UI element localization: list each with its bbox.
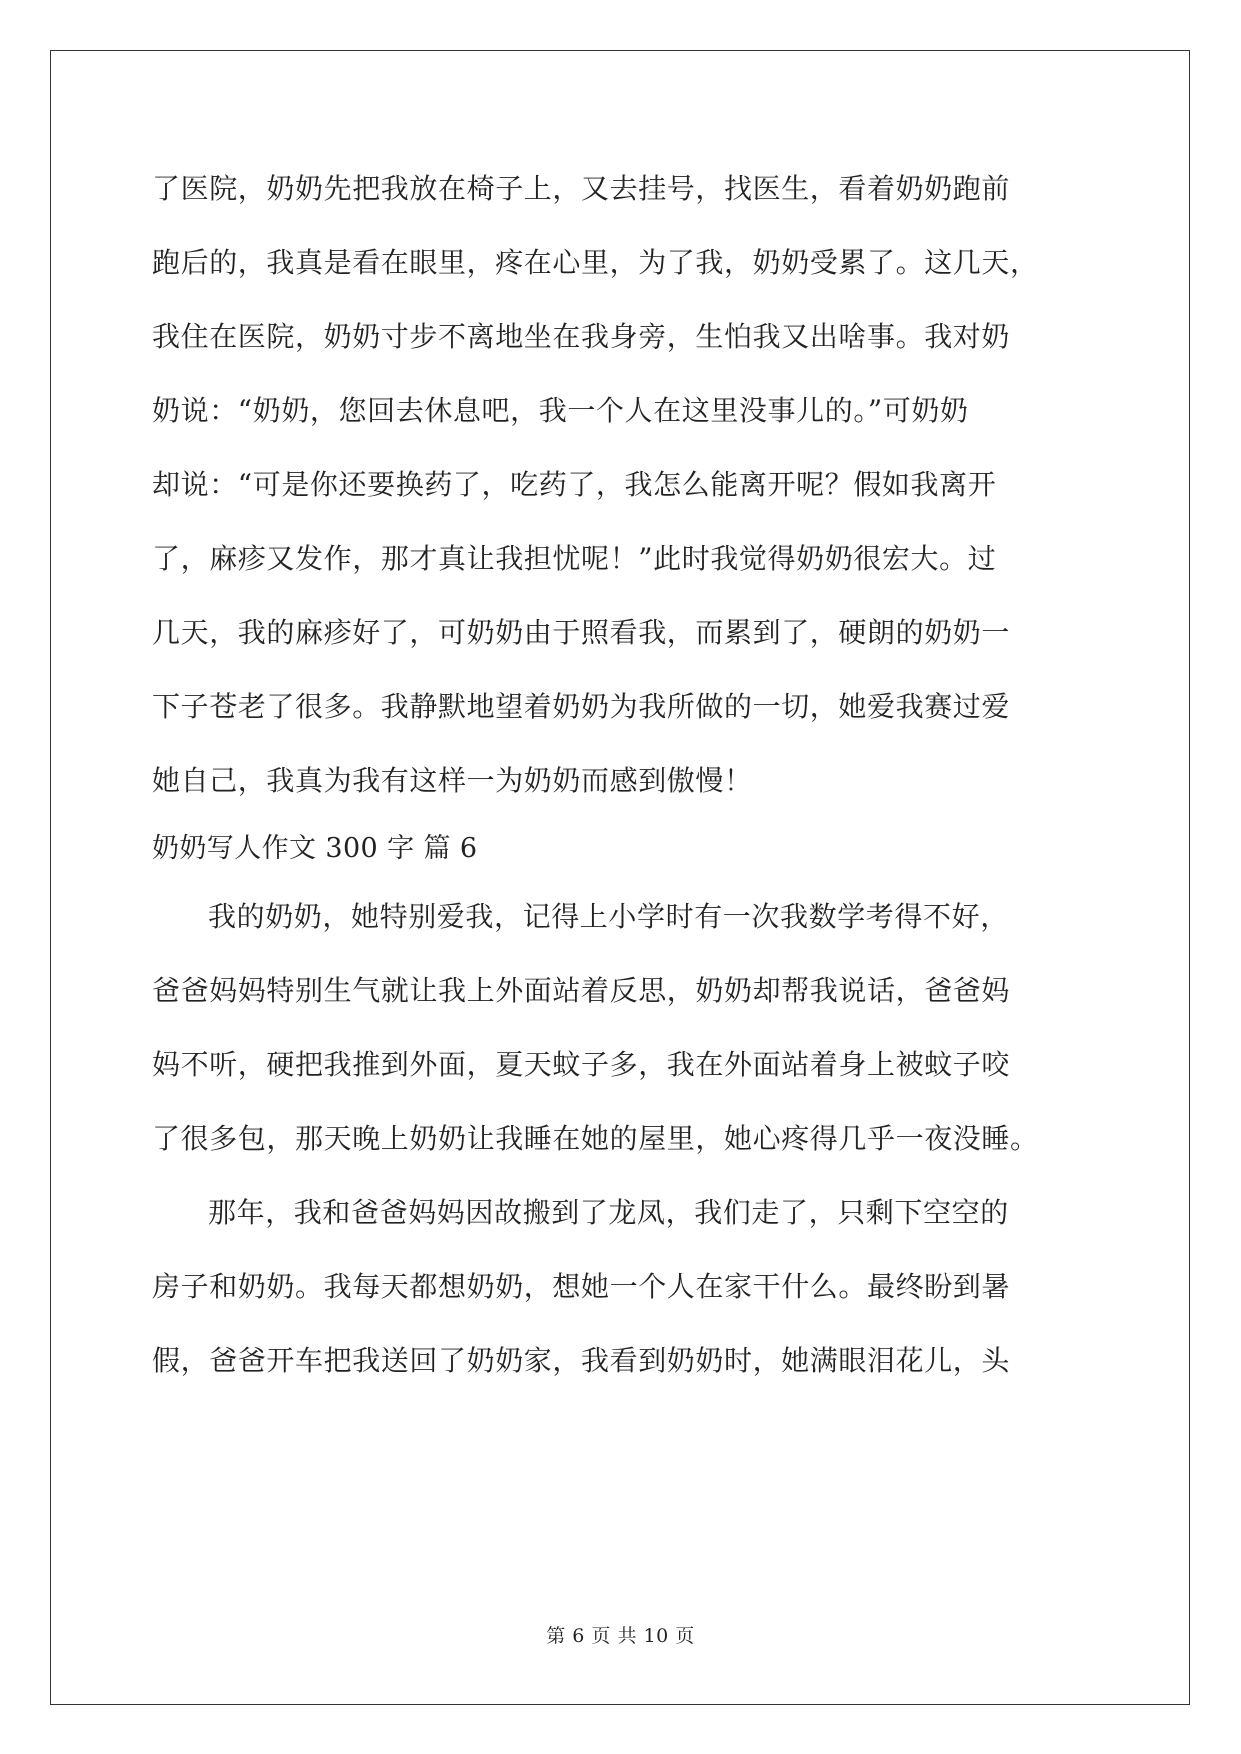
body-line-6: 了，麻疹又发作，那才真让我担忧呢！”此时我觉得奶奶很宏大。过: [152, 542, 997, 575]
body-line-7: 几天，我的麻疹好了，可奶奶由于照看我，而累到了，硬朗的奶奶一: [152, 616, 1011, 649]
body-line-1: 了医院，奶奶先把我放在椅子上，又去挂号，找医生，看着奶奶跑前: [152, 172, 1011, 205]
body-line-3: 我住在医院，奶奶寸步不离地坐在我身旁，生怕我又出啥事。我对奶: [152, 320, 1011, 353]
body-line-14: 了很多包，那天晚上奶奶让我睡在她的屋里，她心疼得几乎一夜没睡。: [152, 1122, 1039, 1155]
body-line-13: 妈不听，硬把我推到外面，夏天蚊子多，我在外面站着身上被蚊子咬: [152, 1048, 1011, 1081]
section-heading: 奶奶写人作文 300 字 篇 6: [152, 833, 478, 864]
page-number: 第 6 页 共 10 页: [546, 1625, 695, 1647]
body-line-2: 跑后的，我真是看在眼里，疼在心里，为了我，奶奶受累了。这几天，: [152, 246, 1039, 279]
body-line-15: 那年，我和爸爸妈妈因故搬到了龙凤，我们走了，只剩下空空的: [208, 1196, 1009, 1229]
body-line-12: 爸爸妈妈特别生气就让我上外面站着反思，奶奶却帮我说话，爸爸妈: [152, 974, 1011, 1007]
body-line-11: 我的奶奶，她特别爱我，记得上小学时有一次我数学考得不好，: [208, 900, 1009, 933]
body-line-17: 假，爸爸开车把我送回了奶奶家，我看到奶奶时，她满眼泪花儿，头: [152, 1344, 1011, 1377]
page-border: [50, 50, 1190, 1705]
body-line-5: 却说：“可是你还要换药了，吃药了，我怎么能离开呢？假如我离开: [152, 468, 997, 501]
body-line-9: 她自己，我真为我有这样一为奶奶而感到傲慢！: [152, 764, 753, 797]
body-line-4: 奶说：“奶奶，您回去休息吧，我一个人在这里没事儿的。”可奶奶: [152, 394, 969, 427]
body-line-16: 房子和奶奶。我每天都想奶奶，想她一个人在家干什么。最终盼到暑: [152, 1270, 1011, 1303]
body-line-8: 下子苍老了很多。我静默地望着奶奶为我所做的一切，她爱我赛过爱: [152, 690, 1011, 723]
